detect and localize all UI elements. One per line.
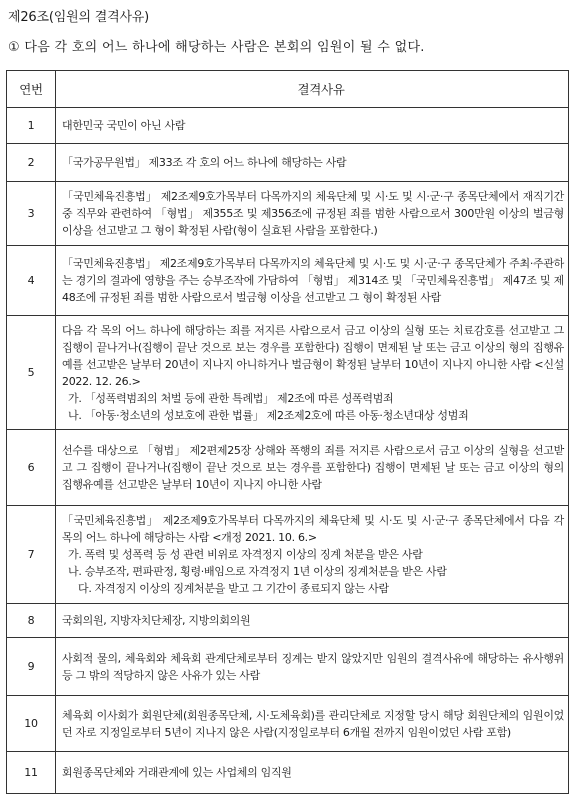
reason-line: 회원종목단체와 거래관계에 있는 사업체의 임직원 [62, 766, 292, 779]
table-row [7, 246, 569, 316]
reason-line: 「국민체육진흥법」 제2조제9호가목부터 다목까지의 체육단체 및 시·도 및 시·군·구 종목단체에서 재직기간 중 직무와 관련하여 「형법」 제355조 및 제356조에 규정된 죄를 범한 사람으로서 300만원 이상의 벌금형이상을 선고받고 그 형이 확정된 사람(형이 실효된 사람을 포함한다.) [62, 190, 564, 237]
row-reason [56, 638, 569, 696]
row-reason [56, 144, 569, 182]
reason-subitem: 가. 폭력 및 성폭력 등 성 관련 비위로 자격정지 이상의 징계 처분을 받은 사람 [68, 548, 423, 561]
reason-line: 선수를 대상으로 「형법」 제2편제25장 상해와 폭행의 죄를 저지른 사람으로서 금고 이상의 실형을 선고받고 그 집행이 끝나거나(집행이 끝난 것으로 보는 경우를 포함한다) 집행이 면제된 날 또는 금고 이상의 형의 집행유예를 선고받은 날부터 10년이 지나지 아니한 사람 [62, 444, 564, 491]
row-reason [56, 316, 569, 430]
table-row [7, 144, 569, 182]
reason-line: 다음 각 목의 어느 하나에 해당하는 죄를 저지른 사람으로서 금고 이상의 실형 또는 치료감호를 선고받고 그 집행이 끝나거나(집행이 끝난 것으로 보는 경우를 포함한다) 집행이 면제된 날 또는 금고 이상의 형의 집행유예를 선고받은 날부터 20년이 지나지 아니하거나 벌금형이 확정된 날부터 10년이 지나지 아니한 사람 <신설 2022. 12. 26.> [62, 323, 564, 388]
header-reason: 결격사유 [56, 71, 569, 108]
row-no: 5 [7, 316, 56, 430]
table-row [7, 316, 569, 430]
row-reason [56, 108, 569, 144]
table-row [7, 638, 569, 696]
row-no: 1 [7, 108, 56, 144]
reason-line: 「국가공무원법」 제33조 각 호의 어느 하나에 해당하는 사람 [62, 156, 347, 169]
row-reason [56, 604, 569, 638]
row-reason [56, 246, 569, 316]
reason-line: 체육회 이사회가 회원단체(회원종목단체, 시·도체육회)를 관리단체로 지정할 당시 해당 회원단체의 임원이었던 자로 지정일로부터 5년이 지나지 않은 사람(지정일로부터 6개월 전까지 임원이었던 사람 포함) [62, 708, 564, 739]
reason-subitem: 다. 자격정지 이상의 징계처분을 받고 그 기간이 종료되지 않는 사람 [78, 582, 389, 595]
reason-line: 「국민체육진흥법」 제2조제9호가목부터 다목까지의 체육단체 및 시·도 및 시·군·구 종목단체가 주최·주관하는 경기의 결과에 영향을 주는 승부조작에 가담하여 「형법」 제314조 및 「국민체육진흥법」 제47조 및 제48조에 규정된 죄를 범한 사람으로서 벌금형 이상을 선고받고 그 형이 확정된 사람 [62, 257, 564, 304]
row-reason [56, 696, 569, 752]
row-no: 2 [7, 144, 56, 182]
row-reason [56, 430, 569, 506]
row-no: 4 [7, 246, 56, 316]
article-title: 제26조(임원의 결격사유) [8, 10, 150, 25]
row-no: 7 [7, 506, 56, 604]
reason-subitem: 나. 「아동·청소년의 성보호에 관한 법률」 제2조제2호에 따른 아동·청소년대상 성범죄 [68, 408, 469, 422]
disqualification-table [6, 70, 569, 794]
reason-line: 대한민국 국민이 아닌 사람 [62, 119, 186, 132]
table-row [7, 108, 569, 144]
row-reason [56, 752, 569, 794]
row-reason [56, 182, 569, 246]
row-reason [56, 506, 569, 604]
row-no: 8 [7, 604, 56, 638]
header-no: 연번 [7, 71, 56, 108]
article-intro: ① 다음 각 호의 어느 하나에 해당하는 사람은 본회의 임원이 될 수 없다. [8, 40, 425, 55]
table-header-row [7, 71, 569, 108]
table-row [7, 696, 569, 752]
row-no: 11 [7, 752, 56, 794]
reason-line: 사회적 물의, 체육회와 체육회 관계단체로부터 징계는 받지 않았지만 임원의 결격사유에 해당하는 유사행위 등 그 밖의 적당하지 않은 사유가 있는 사람 [62, 651, 564, 682]
table-row [7, 752, 569, 794]
table-row [7, 182, 569, 246]
reason-line: 「국민체육진흥법」 제2조제9호가목부터 다목까지의 체육단체 및 시·도 및 시·군·구 종목단체에서 다음 각 목의 어느 하나에 해당하는 사람 <개정 2021. 10. 6.> [62, 514, 564, 544]
row-no: 6 [7, 430, 56, 506]
table-row [7, 604, 569, 638]
table-row [7, 430, 569, 506]
row-no: 9 [7, 638, 56, 696]
reason-subitem: 나. 승부조작, 편파판정, 횡령·배임으로 자격정지 1년 이상의 징계처분을 받은 사람 [68, 565, 447, 578]
table-row [7, 506, 569, 604]
row-no: 10 [7, 696, 56, 752]
row-no: 3 [7, 182, 56, 246]
reason-line: 국회의원, 지방자치단체장, 지방의회의원 [62, 614, 251, 627]
reason-subitem: 가. 「성폭력범죄의 처벌 등에 관한 특례법」 제2조에 따른 성폭력범죄 [68, 391, 394, 405]
